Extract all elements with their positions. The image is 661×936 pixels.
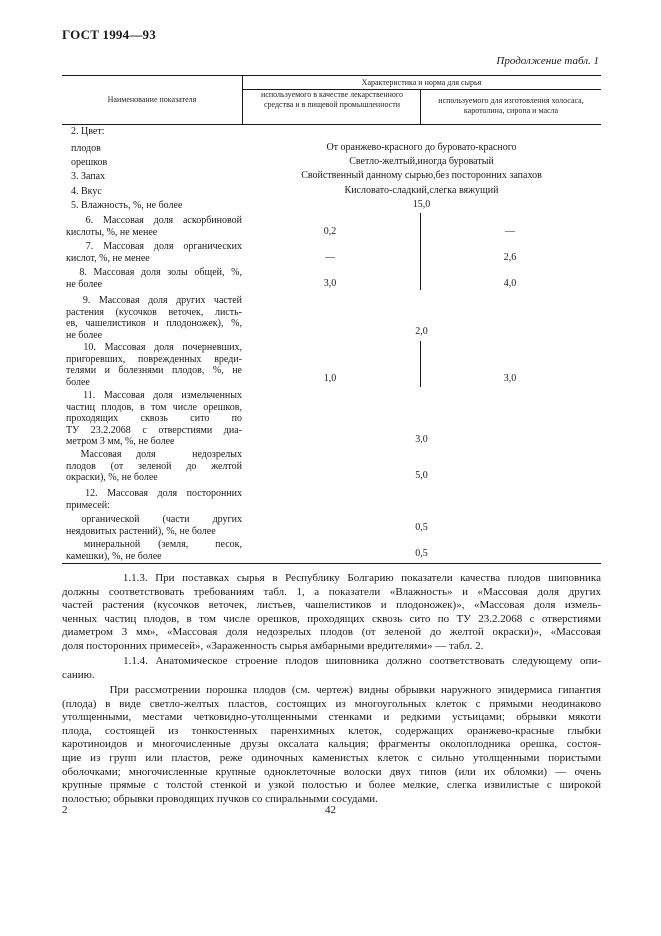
paragraph-1-1-4: 1.1.4. Анатомическое строение плодов шиповника должно соответствовать следующему опи- санию. <box>62 655 601 681</box>
row-label: 5. Влажность, %, не более <box>66 200 183 211</box>
value-spanning: 0,5 <box>415 522 428 533</box>
value-spanning: 3,0 <box>415 434 428 445</box>
column-header-name: Наименование показателя <box>107 95 197 104</box>
value-processing: 2,6 <box>503 252 517 263</box>
row-label: 2. Цвет: <box>66 126 105 137</box>
table-top-border <box>62 75 601 76</box>
row-label: 7. Массовая доля органических кислот, %, не менее <box>66 241 242 264</box>
value-processing: 4,0 <box>503 278 517 289</box>
table-bottom-border <box>62 563 601 564</box>
value-spanning: Свойственный данному сырью,без посторонних запахов <box>301 170 542 181</box>
page-number: 42 <box>325 804 336 816</box>
value-medicinal: 0,2 <box>323 226 337 237</box>
row-label: 10. Массовая доля почерневших, пригоревших, поврежденных вреди- телями и болезнями плодов, %, не более <box>66 342 242 388</box>
column-header-medicinal: используемого в качестве лекарственного средства и в пищевой промышленности <box>261 90 403 109</box>
value-spanning: 2,0 <box>415 326 428 337</box>
row-label: орешков <box>66 157 108 168</box>
value-spanning: Кисловато-сладкий,слегка вяжущий <box>344 185 499 196</box>
value-processing: 3,0 <box>503 373 517 384</box>
document-header: ГОСТ 1994—93 <box>62 27 156 42</box>
value-spanning: 0,5 <box>415 548 428 559</box>
row-label: 9. Массовая доля других частей растения (кусочков веточек, листь- ев, чашелистиков и плодоножек), %, не более <box>66 295 242 341</box>
value-medicinal: — <box>325 252 335 263</box>
row-label: органической (части других неядовитых растений), %, не более <box>66 514 242 537</box>
value-spanning: 15,0 <box>412 199 431 210</box>
value-medicinal: 3,0 <box>323 278 337 289</box>
footer-left-number: 2 <box>62 804 68 816</box>
row-label: 8. Массовая доля золы общей, %, не более <box>66 267 242 290</box>
row-label: 11. Массовая доля измельченных частиц плодов, в том числе орешков, проходящих сквозь сито по ТУ 23.2.2068 с отверстиями диа- метром 3 мм, %, не более <box>66 390 242 447</box>
row-label: плодов <box>66 143 101 154</box>
paragraph-1-1-3: 1.1.3. При поставках сырья в Республику Болгарию показатели качества плодов шиповника должны соответствовать требованиям табл. 1, а показатели «Влажность» и «Массовая доля других частей растения (кусочков веточек, листьев, чашелистиков и плодоножек)», «Массовая доля измель- ченных частиц плодов, в том числе орешков, проходящих сквозь сито по ТУ 23.2.2068 с отверстиями диаметром 3 мм», «Массовая доля недозрелых плодов (от зеленой до желтой окраски)», «Массовая доля посторонних примесей», «Зараженность сырья амбарными вредителями» — табл. 2. <box>62 572 601 652</box>
header-bottom-border <box>62 124 601 125</box>
row-label: 12. Массовая доля посторонних примесей: <box>66 488 242 511</box>
row-label: Массовая доля недозрелых плодов (от зеленой до желтой окраски), %, не более <box>66 449 242 483</box>
row-label: 6. Массовая доля аскорбиновой кислоты, %, не менее <box>66 215 242 238</box>
value-medicinal: 1,0 <box>323 373 337 384</box>
row-label: 3. Запах <box>66 171 106 182</box>
value-spanning: 5,0 <box>415 470 428 481</box>
header-col-divider-2 <box>420 89 421 124</box>
paragraph-powder-description: При рассмотрении порошка плодов (см. чертеж) видны обрывки наружного эпидермиса гипантия (плода) в виде светло-желтых пластов, состоящих из многоугольных клеток с прямыми неодинаково утолщенными, местами четковидно-утолщенными стенками и редкими устьицами; обрывки мякоти плода, состоящей из тонкостенных паренхимных клеток, содержащих оранжево-красные глыбки каротиноидов и многочисленные друзы оксалата кальция; фрагменты околоплодника орешка, состоя- щие из групп или пластов, реже одиночных каменистых клеток с сильно утолщенными пористыми оболочками; многочисленные крупные одноклеточные волоски двух типов (или их обломки) — очень крупные прямые с толстой стенкой и узкой полостью и более мелкие, слегка извилистые с широкой полостью; обрывки проводящих пучков со спиральными сосудами. <box>62 684 601 805</box>
value-processing: — <box>505 226 515 237</box>
row-label: минеральной (земля, песок, камешки), %, не более <box>66 539 242 562</box>
value-spanning: Светло-желтый,иногда буроватый <box>349 156 494 167</box>
column-header-group: Характеристика и норма для сырья <box>361 78 482 87</box>
table-continuation-note: Продолжение табл. 1 <box>496 55 599 67</box>
value-divider-1 <box>420 213 421 290</box>
value-spanning: От оранжево-красного до буровато-красного <box>326 142 517 153</box>
column-header-processing: используемого для изготовления холосаса, каротолина, сиропа и масла <box>438 96 584 115</box>
value-divider-2 <box>420 341 421 387</box>
row-label: 4. Вкус <box>66 186 102 197</box>
